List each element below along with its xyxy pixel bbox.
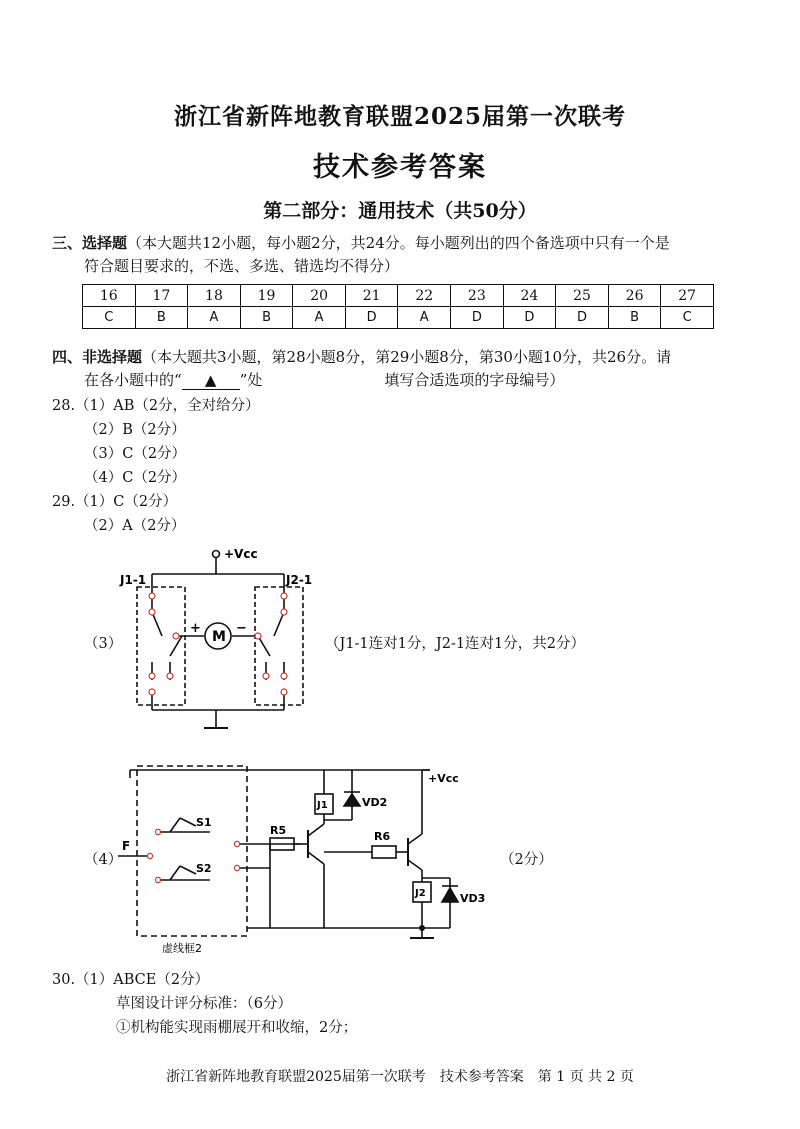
section3-desc-line2: 符合题目要求的，不选、多选、错选均不得分）: [84, 257, 400, 275]
resistor-r6: [372, 846, 396, 858]
answer-key-title: 技术参考答案: [313, 152, 487, 183]
section4-desc-line2: [84, 369, 684, 392]
j1-1-label: J1-1: [120, 573, 147, 587]
table-cell: 19: [240, 285, 293, 307]
table-cell: D: [345, 307, 398, 329]
table-cell: 21: [345, 285, 398, 307]
exam-title: 浙江省新阵地教育联盟2025届第一次联考: [173, 103, 626, 130]
table-cell: 18: [188, 285, 241, 307]
section4-desc-c: ”处: [239, 371, 263, 389]
table-cell: 25: [556, 285, 609, 307]
vcc-label: +Vcc: [224, 547, 258, 561]
section3-heading: [52, 232, 772, 255]
relay-j2-1-box: [255, 587, 303, 705]
vd3-label: VD3: [460, 892, 486, 905]
q29-line2: （2）A（2分）: [84, 518, 186, 534]
section4-desc-d: 填写合适选项的字母编号）: [384, 371, 565, 389]
frame-label: 虚线框2: [162, 942, 202, 955]
table-cell: B: [240, 307, 293, 329]
j1-label: J1: [317, 800, 328, 811]
table-cell: D: [451, 307, 504, 329]
q29-part3-note: （J1-1连对1分，J2-1连对1分，共2分）: [325, 636, 586, 652]
q29-part4-label: （4）: [84, 852, 123, 868]
part-title: 第二部分：通用技术（共50分）: [263, 200, 537, 222]
q30-line1: 30.（1）ABCE（2分）: [52, 972, 210, 988]
table-cell: 17: [135, 285, 188, 307]
q29-part3-label: （3）: [84, 636, 123, 652]
table-cell: 22: [398, 285, 451, 307]
diode-vd2: [344, 794, 360, 806]
question-number-row: [83, 285, 714, 307]
diode-vd3: [442, 888, 458, 902]
j2-1-label: J2-1: [286, 573, 313, 587]
table-cell: 20: [293, 285, 346, 307]
section4-heading: [52, 346, 772, 369]
table-cell: A: [293, 307, 346, 329]
r6-label: R6: [374, 830, 391, 843]
table-cell: B: [135, 307, 188, 329]
q30-line2: 草图设计评分标准：（6分）: [116, 996, 292, 1012]
table-cell: D: [503, 307, 556, 329]
table-cell: 27: [661, 285, 714, 307]
table-cell: 16: [83, 285, 136, 307]
vd2-label: VD2: [362, 796, 388, 809]
q29-part4-note: （2分）: [500, 852, 553, 868]
q28-line4: （4）C（2分）: [84, 470, 187, 486]
q28-line3: （3）C（2分）: [84, 446, 187, 462]
s1-label: S1: [196, 816, 212, 829]
sensor-relay-circuit: [110, 760, 486, 960]
table-cell: 23: [451, 285, 504, 307]
motor-plus: +: [190, 621, 201, 636]
blank-marker: ▲: [182, 371, 240, 390]
q28-line1: 28.（1）AB（2分，全对给分）: [52, 398, 260, 414]
dashed-frame-2: [137, 766, 247, 936]
table-cell: B: [608, 307, 661, 329]
section3-desc-line1: （本大题共12小题，每小题2分，共24分。每小题列出的四个备选项中只有一个是: [127, 234, 670, 252]
motor-relay-circuit: [110, 540, 330, 740]
vcc-terminal: [213, 551, 220, 558]
relay-j1-1-box: [137, 587, 185, 705]
vcc2-label: +Vcc: [428, 772, 459, 785]
page-footer: 浙江省新阵地教育联盟2025届第一次联考 技术参考答案 第 1 页 共 2 页: [166, 1069, 634, 1085]
table-cell: A: [398, 307, 451, 329]
table-cell: 26: [608, 285, 661, 307]
motor-label: M: [212, 629, 226, 645]
section4-desc-line1: （本大题共3小题，第28小题8分，第29小题8分，第30小题10分，共26分。请: [142, 348, 672, 366]
q29-line1: 29.（1）C（2分）: [52, 494, 178, 510]
table-cell: C: [661, 307, 714, 329]
table-cell: C: [83, 307, 136, 329]
section4-desc-a: 在各小题中的“: [84, 371, 182, 389]
section3-label: 三、选择题: [52, 234, 128, 252]
r5-label: R5: [270, 824, 287, 837]
f-label: F: [122, 839, 131, 853]
table-cell: D: [556, 307, 609, 329]
q28-line2: （2）B（2分）: [84, 422, 186, 438]
table-cell: 24: [503, 285, 556, 307]
s2-label: S2: [196, 862, 212, 875]
j2-label: J2: [415, 888, 426, 899]
table-cell: A: [188, 307, 241, 329]
section4-label: 四、非选择题: [52, 348, 143, 366]
choice-answer-table: [82, 284, 714, 329]
answer-row: [83, 307, 714, 329]
motor-minus: −: [236, 621, 247, 636]
q30-line3: ①机构能实现雨棚展开和收缩，2分；: [116, 1020, 358, 1036]
